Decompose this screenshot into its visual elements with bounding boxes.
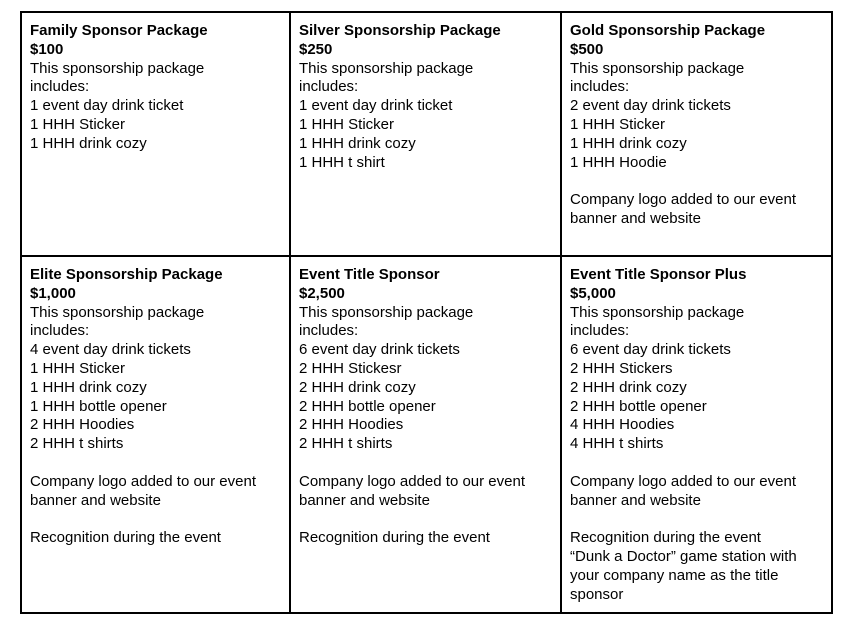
package-item: 1 HHH t shirt <box>299 153 385 171</box>
package-item: 1 event day drink ticket <box>299 97 453 115</box>
spacer <box>30 510 281 529</box>
logo-benefit-line: banner and website <box>570 491 701 509</box>
package-item: 1 HHH Sticker <box>570 115 666 133</box>
recognition-benefit-line: Recognition during the event <box>299 529 490 547</box>
spacer <box>299 510 552 529</box>
package-title: Family Sponsor Package <box>30 22 208 39</box>
package-item: 1 HHH Hoodie <box>570 153 667 171</box>
spacer <box>570 510 823 529</box>
package-intro-line: includes: <box>570 322 630 340</box>
package-intro-line: This sponsorship package <box>30 303 205 321</box>
package-item: 1 HHH bottle opener <box>30 397 167 415</box>
package-item: 6 event day drink tickets <box>299 341 460 359</box>
logo-benefit-line: Company logo added to our event <box>299 472 525 490</box>
package-cell <box>21 12 290 256</box>
package-item: 2 HHH Stickesr <box>299 359 402 377</box>
package-cell <box>561 12 832 256</box>
package-item: 1 HHH drink cozy <box>570 134 687 152</box>
package-item: 6 event day drink tickets <box>570 341 731 359</box>
package-item: 1 HHH Sticker <box>30 359 126 377</box>
spacer <box>570 172 823 191</box>
package-cell <box>290 12 561 256</box>
package-price: $2,500 <box>299 284 345 302</box>
package-item: 1 HHH Sticker <box>30 115 126 133</box>
package-item: 1 HHH Sticker <box>299 115 395 133</box>
package-price: $500 <box>570 40 604 58</box>
package-item: 1 HHH drink cozy <box>30 378 147 396</box>
table-row <box>21 256 832 613</box>
logo-benefit-line: Company logo added to our event <box>30 472 256 490</box>
logo-benefit-line: Company logo added to our event <box>570 472 796 490</box>
spacer <box>570 454 823 473</box>
package-item: 2 HHH t shirts <box>299 435 393 453</box>
package-item: 4 event day drink tickets <box>30 341 191 359</box>
package-price: $1,000 <box>30 284 76 302</box>
logo-benefit-line: banner and website <box>570 209 701 227</box>
package-item: 1 HHH drink cozy <box>30 134 147 152</box>
package-intro-line: includes: <box>30 322 90 340</box>
package-item: 2 HHH Hoodies <box>299 416 404 434</box>
logo-benefit-line: banner and website <box>30 491 161 509</box>
table-row <box>21 12 832 256</box>
spacer <box>299 454 552 473</box>
package-intro-line: This sponsorship package <box>30 59 205 77</box>
package-price: $100 <box>30 40 64 58</box>
package-intro-line: includes: <box>299 322 359 340</box>
package-intro-line: includes: <box>299 78 359 96</box>
package-item: 1 HHH drink cozy <box>299 134 416 152</box>
extra-benefit-line: “Dunk a Doctor” game station with <box>570 547 797 565</box>
logo-benefit-line: banner and website <box>299 491 430 509</box>
package-cell <box>561 256 832 613</box>
package-intro-line: includes: <box>30 78 90 96</box>
package-item: 2 HHH drink cozy <box>570 378 687 396</box>
package-item: 2 event day drink tickets <box>570 97 731 115</box>
extra-benefit-line: sponsor <box>570 585 624 603</box>
package-item: 1 event day drink ticket <box>30 97 184 115</box>
package-title: Gold Sponsorship Package <box>570 22 766 39</box>
package-item: 4 HHH t shirts <box>570 435 664 453</box>
package-intro-line: includes: <box>570 78 630 96</box>
recognition-benefit-line: Recognition during the event <box>570 529 761 547</box>
sponsorship-packages-table <box>20 11 833 614</box>
package-intro-line: This sponsorship package <box>299 59 474 77</box>
recognition-benefit-line: Recognition during the event <box>30 529 221 547</box>
package-title: Event Title Sponsor <box>299 266 440 283</box>
spacer <box>30 454 281 473</box>
package-intro-line: This sponsorship package <box>299 303 474 321</box>
package-title: Elite Sponsorship Package <box>30 266 223 283</box>
package-cell <box>290 256 561 613</box>
logo-benefit-line: Company logo added to our event <box>570 191 796 209</box>
package-item: 2 HHH Stickers <box>570 359 673 377</box>
package-title: Event Title Sponsor Plus <box>570 266 747 283</box>
extra-benefit-line: your company name as the title <box>570 566 779 584</box>
package-price: $5,000 <box>570 284 616 302</box>
package-title: Silver Sponsorship Package <box>299 22 501 39</box>
package-item: 2 HHH bottle opener <box>299 397 436 415</box>
package-item: 2 HHH drink cozy <box>299 378 416 396</box>
package-item: 2 HHH bottle opener <box>570 397 707 415</box>
package-item: 2 HHH t shirts <box>30 435 124 453</box>
package-price: $250 <box>299 40 333 58</box>
package-intro-line: This sponsorship package <box>570 59 745 77</box>
package-item: 4 HHH Hoodies <box>570 416 675 434</box>
package-item: 2 HHH Hoodies <box>30 416 135 434</box>
package-intro-line: This sponsorship package <box>570 303 745 321</box>
package-cell <box>21 256 290 613</box>
